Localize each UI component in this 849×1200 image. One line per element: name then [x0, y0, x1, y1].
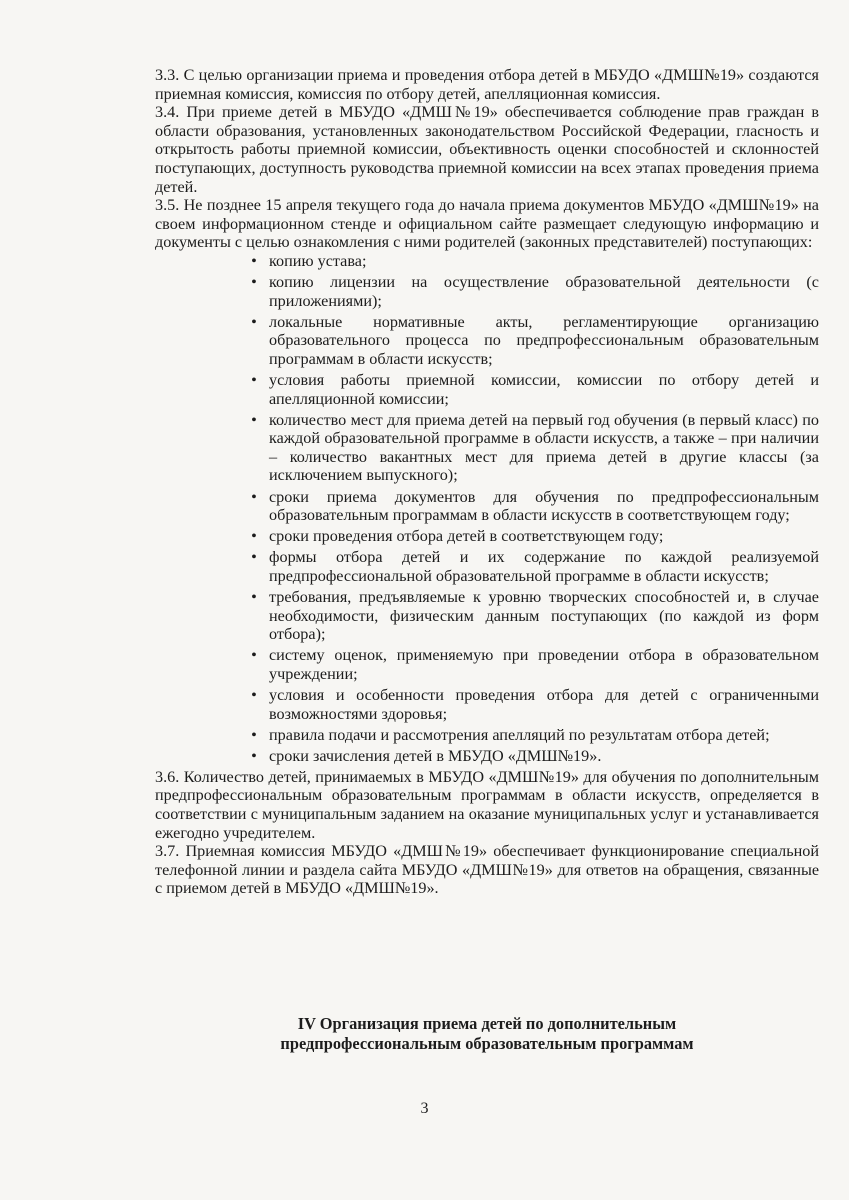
list-item: • количество мест для приема детей на первый год обучения (в первый класс) по каждой образовательной программе в области искусств, а также – при наличии – количество вакантных мест для приема детей в другие классы (за исключением выпускного); [269, 411, 819, 485]
bullet-icon: • [251, 686, 257, 704]
list-item: • правила подачи и рассмотрения апелляций по результатам отбора детей; [269, 726, 819, 745]
list-item: • копию устава; [269, 252, 819, 271]
paragraph-3-6: 3.6. Количество детей, принимаемых в МБУДО «ДМШ№19» для обучения по дополнительным предпрофессиональным образовательным программам в области искусств, определяется в соответствии с муниципальным заданием на оказание муниципальных услуг и устанавливается ежегодно учредителем. [155, 767, 819, 842]
document-body [155, 66, 819, 898]
bullet-icon: • [251, 251, 257, 270]
bullet-icon: • [251, 487, 257, 506]
list-item: • сроки проведения отбора детей в соответствующем году; [269, 527, 819, 546]
list-item: • сроки зачисления детей в МБУДО «ДМШ№19». [269, 747, 819, 766]
paragraph-3-5: 3.5. Не позднее 15 апреля текущего года до начала приема документов МБУДО «ДМШ№19» на своем информационном стенде и официальном сайте размещает следующую информацию и документы с целью ознакомления с ними родителей (законных представителей) поступающих: [155, 196, 819, 252]
list-item: • систему оценок, применяемую при проведении отбора в образовательном учреждении; [269, 646, 819, 683]
bullet-icon: • [251, 746, 257, 765]
page-number: 3 [420, 1100, 429, 1117]
list-item: • сроки приема документов для обучения по предпрофессиональным образовательным программам в области искусств в соответствующем году; [269, 488, 819, 525]
list-item: • локальные нормативные акты, регламентирующие организацию образовательного процесса по предпрофессиональным образовательным программам в области искусств; [269, 313, 819, 369]
bullet-list [155, 252, 819, 765]
bullet-icon: • [251, 725, 257, 744]
paragraph-3-7: 3.7. Приемная комиссия МБУДО «ДМШ№19» обеспечивает функционирование специальной телефонной линии и раздела сайта МБУДО «ДМШ№19» для ответов на обращения, связанные с приемом детей в МБУДО «ДМШ№19». [155, 842, 819, 898]
bullet-icon: • [251, 371, 257, 389]
bullet-icon: • [251, 312, 257, 331]
section-heading-line-1: IV Организация приема детей по дополнительным [297, 1014, 677, 1033]
bullet-icon: • [251, 548, 257, 567]
section-heading [155, 1014, 819, 1054]
paragraph-3-3: 3.3. С целью организации приема и проведения отбора детей в МБУДО «ДМШ№19» создаются приемная комиссия, комиссия по отбору детей, апелляционная комиссия. [155, 66, 819, 103]
bullet-icon: • [251, 646, 257, 665]
list-item: • требования, предъявляемые к уровню творческих способностей и, в случае необходимости, физическим данным поступающих (по каждой из форм отбора); [269, 588, 819, 644]
bullet-icon: • [251, 410, 257, 429]
list-item: • условия работы приемной комиссии, комиссии по отбору детей и апелляционной комиссии; [269, 371, 819, 408]
list-item: • формы отбора детей и их содержание по каждой реализуемой предпрофессиональной образовательной программе в области искусств; [269, 548, 819, 585]
bullet-icon: • [251, 527, 257, 546]
list-item: • условия и особенности проведения отбора для детей с ограниченными возможностями здоровья; [269, 686, 819, 723]
section-heading-line-2: предпрофессиональным образовательным программам [280, 1034, 694, 1053]
bullet-icon: • [251, 273, 257, 292]
list-item: • копию лицензии на осуществление образовательной деятельности (с приложениями); [269, 273, 819, 310]
bullet-icon: • [251, 588, 257, 607]
paragraph-3-4: 3.4. При приеме детей в МБУДО «ДМШ№19» обеспечивается соблюдение прав граждан в области образования, установленных законодательством Российской Федерации, гласность и открытость работы приемной комиссии, объективность оценки способностей и склонностей поступающих, доступность руководства приемной комиссии на всех этапах проведения приема детей. [155, 103, 819, 196]
